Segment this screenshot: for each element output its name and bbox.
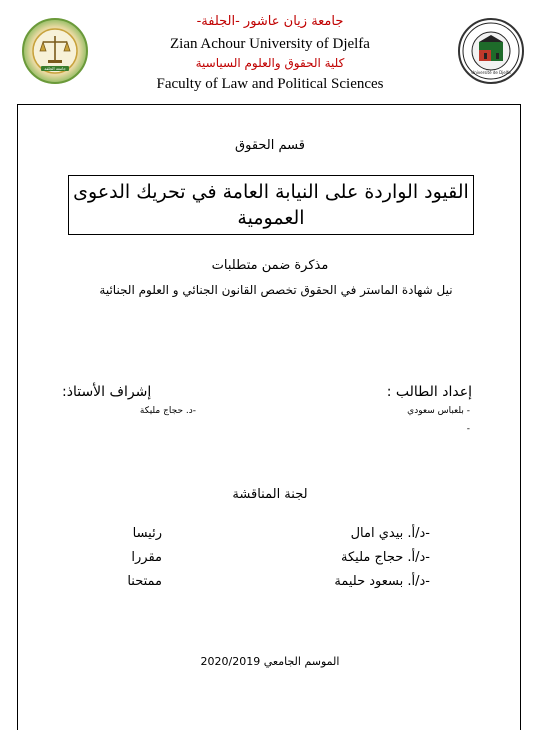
frame-left-line (17, 104, 18, 730)
faculty-name-arabic: كلية الحقوق والعلوم السياسية (195, 56, 345, 70)
supervisor-label: إشراف الأستاذ: (62, 384, 152, 400)
academic-year: الموسم الجامعي 2020/2019 (200, 655, 340, 668)
department-name: قسم الحقوق (235, 138, 305, 153)
frame-top-line (17, 104, 521, 105)
committee-title: لجنة المناقشة (232, 487, 308, 502)
memo-requirement: مذكرة ضمن متطلبات (211, 258, 329, 273)
committee-member-name: -د/أ. حجاج مليكة (341, 550, 430, 565)
university-name-arabic: جامعة زيان عاشور -الجلفة- (196, 14, 344, 29)
committee-member-role: رئيسا (132, 526, 162, 541)
right-logo-label: Université de Djelfa (471, 70, 511, 75)
memo-degree: نيل شهادة الماستر في الحقوق تخصص القانون الجنائي و العلوم الجنائية (99, 283, 453, 297)
student-blank-entry: - (466, 424, 470, 434)
committee-member-name: -د/أ. بسعود حليمة (334, 574, 430, 589)
frame-right-line (520, 104, 521, 730)
thesis-title-line2: العمومية (237, 207, 305, 229)
committee-member-name: -د/أ. بيدي امال (350, 526, 430, 541)
supervisor-name: -د. حجاج مليكة (139, 406, 196, 416)
thesis-title-box (68, 175, 474, 235)
student-name: - بلعباس سعودي (407, 406, 470, 416)
left-logo-label: جامعة الجلفة (44, 66, 66, 71)
committee-member-role: ممتحنا (127, 574, 162, 589)
faculty-name-english: Faculty of Law and Political Sciences (156, 76, 384, 92)
student-label: إعداد الطالب : (386, 384, 472, 400)
thesis-title-line1: القيود الواردة على النيابة العامة في تحريك الدعوى (73, 181, 469, 203)
university-name-english: Zian Achour University of Djelfa (170, 36, 370, 52)
committee-member-role: مقررا (131, 550, 162, 565)
